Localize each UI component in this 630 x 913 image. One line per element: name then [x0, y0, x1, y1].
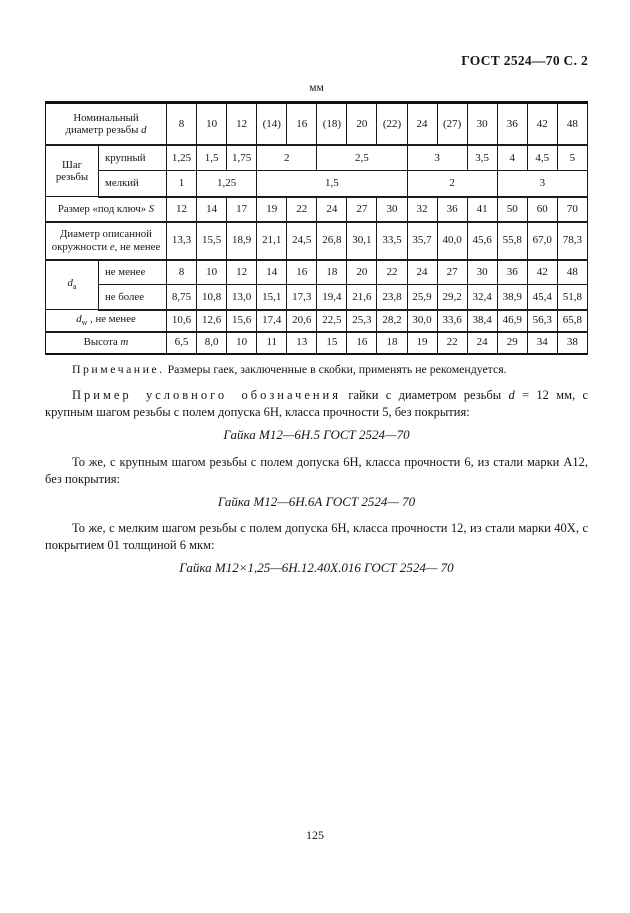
data-cell: 48: [557, 260, 587, 285]
data-cell: 19: [257, 197, 287, 222]
data-cell: 1,75: [227, 145, 257, 171]
data-cell: 14: [197, 197, 227, 222]
sublbl-cell: мелкий: [99, 171, 167, 197]
data-cell: (18): [317, 103, 347, 145]
data-cell: 78,3: [557, 222, 587, 260]
data-cell: 10,8: [197, 285, 227, 310]
data-cell: 28,2: [377, 310, 407, 332]
data-cell: 14: [257, 260, 287, 285]
data-cell: 2: [407, 171, 497, 197]
data-cell: 30: [467, 260, 497, 285]
designation-2: Гайка М12—6Н.6А ГОСТ 2524— 70: [217, 493, 416, 509]
lbl-cell: Номинальный диаметр резьбы d: [46, 103, 167, 145]
data-cell: 70: [557, 197, 587, 222]
data-cell: 12,6: [197, 310, 227, 332]
data-cell: 30,1: [347, 222, 377, 260]
data-cell: 36: [497, 260, 527, 285]
lbl-cell: Высота m: [46, 332, 167, 354]
data-cell: 4: [497, 145, 527, 171]
data-cell: 12: [167, 197, 197, 222]
data-cell: 25,3: [347, 310, 377, 332]
lbl-cell: $d_w$ , не менее: [46, 310, 167, 332]
data-cell: 60: [527, 197, 557, 222]
data-cell: 1,25: [167, 145, 197, 171]
data-cell: 17,4: [257, 310, 287, 332]
data-cell: 32: [407, 197, 437, 222]
data-cell: 56,3: [527, 310, 557, 332]
data-cell: 65,8: [557, 310, 587, 332]
table-row: [46, 145, 588, 171]
lbl-cell: Размер «под ключ» S: [46, 197, 167, 222]
data-cell: 19: [407, 332, 437, 354]
data-cell: 50: [497, 197, 527, 222]
data-cell: 26,8: [317, 222, 347, 260]
data-cell: 20: [347, 260, 377, 285]
data-cell: 3,5: [467, 145, 497, 171]
data-cell: 22: [377, 260, 407, 285]
data-cell: 36: [437, 197, 467, 222]
data-cell: 11: [257, 332, 287, 354]
data-cell: 15,6: [227, 310, 257, 332]
designation-1: Гайка М12—6Н.5 ГОСТ 2524—70: [223, 427, 410, 443]
data-cell: 8: [167, 260, 197, 285]
data-cell: 27: [437, 260, 467, 285]
data-cell: 25,9: [407, 285, 437, 310]
data-cell: 15: [317, 332, 347, 354]
data-cell: 24,5: [287, 222, 317, 260]
data-cell: 30: [467, 103, 497, 145]
lbl-cell: $d_а$: [46, 260, 99, 310]
data-cell: 35,7: [407, 222, 437, 260]
data-cell: 1: [167, 171, 197, 197]
data-cell: 38,4: [467, 310, 497, 332]
data-cell: 15,1: [257, 285, 287, 310]
example-intro-mid: гайки с диаметром резьбы: [341, 388, 509, 403]
example-intro-spaced: Пример условного обозначения: [72, 388, 341, 403]
data-cell: 17: [227, 197, 257, 222]
data-cell: (27): [437, 103, 467, 145]
note-text: Размеры гаек, заключенные в скобки, применять не рекомендуется.: [167, 362, 507, 376]
data-cell: (22): [377, 103, 407, 145]
data-cell: 42: [527, 103, 557, 145]
table-row: [46, 310, 588, 332]
data-cell: 67,0: [527, 222, 557, 260]
data-cell: 12: [227, 103, 257, 145]
table-row: [46, 332, 588, 354]
data-cell: 40,0: [437, 222, 467, 260]
data-cell: 24: [407, 103, 437, 145]
example-intro-variable: d: [508, 388, 515, 403]
data-cell: 15,5: [197, 222, 227, 260]
dimensions-table: [45, 101, 588, 355]
sublbl-cell: крупный: [99, 145, 167, 171]
table-row: [46, 171, 588, 197]
table-row: [46, 103, 588, 145]
note-label: Примечание.: [72, 362, 165, 376]
example-intro-paragraph: [45, 387, 588, 421]
sublbl-cell: не менее: [99, 260, 167, 285]
data-cell: 46,9: [497, 310, 527, 332]
data-cell: 45,6: [467, 222, 497, 260]
data-cell: 55,8: [497, 222, 527, 260]
data-cell: 30,0: [407, 310, 437, 332]
data-cell: 13,0: [227, 285, 257, 310]
data-cell: 10,6: [167, 310, 197, 332]
table-row: [46, 197, 588, 222]
data-cell: 29,2: [437, 285, 467, 310]
data-cell: 16: [287, 260, 317, 285]
data-cell: 24: [317, 197, 347, 222]
note-paragraph: [45, 361, 588, 377]
data-cell: 17,3: [287, 285, 317, 310]
data-cell: 13: [287, 332, 317, 354]
data-cell: 3: [407, 145, 467, 171]
data-cell: 23,8: [377, 285, 407, 310]
data-cell: 16: [347, 332, 377, 354]
data-cell: 10: [227, 332, 257, 354]
designation-3: Гайка М12×1,25—6Н.12.40Х.016 ГОСТ 2524— 70: [179, 560, 454, 576]
data-cell: 8: [167, 103, 197, 145]
data-cell: 20,6: [287, 310, 317, 332]
data-cell: 10: [197, 260, 227, 285]
data-cell: 8,75: [167, 285, 197, 310]
data-cell: (14): [257, 103, 287, 145]
data-cell: 38,9: [497, 285, 527, 310]
data-cell: 4,5: [527, 145, 557, 171]
data-cell: 29: [497, 332, 527, 354]
lbl-cell: Шаг резьбы: [46, 145, 99, 197]
data-cell: 18,9: [227, 222, 257, 260]
data-cell: 18: [377, 332, 407, 354]
table-row: [46, 285, 588, 310]
data-cell: 41: [467, 197, 497, 222]
data-cell: 6,5: [167, 332, 197, 354]
page-header: ГОСТ 2524—70 С. 2: [461, 53, 588, 68]
data-cell: 13,3: [167, 222, 197, 260]
data-cell: 20: [347, 103, 377, 145]
data-cell: 22,5: [317, 310, 347, 332]
sublbl-cell: не более: [99, 285, 167, 310]
paragraph-2: То же, с крупным шагом резьбы с полем допуска 6Н, класса прочности 6, из стали марки А12, без покрытия:: [45, 454, 588, 486]
data-cell: 34: [527, 332, 557, 354]
data-cell: 51,8: [557, 285, 587, 310]
data-cell: 38: [557, 332, 587, 354]
data-cell: 33,5: [377, 222, 407, 260]
data-cell: 21,6: [347, 285, 377, 310]
paragraph-3: То же, с мелким шагом резьбы с полем допуска 6Н, класса прочности 12, из стали марки 40Х, с покрытием 01 толщиной 6 мкм:: [45, 521, 588, 553]
data-cell: 1,25: [197, 171, 257, 197]
data-cell: 10: [197, 103, 227, 145]
data-cell: 22: [437, 332, 467, 354]
data-cell: 36: [497, 103, 527, 145]
data-cell: 8,0: [197, 332, 227, 354]
lbl-cell: Диаметр описанной окружности е, не менее: [46, 222, 167, 260]
page-number: 125: [306, 828, 324, 842]
data-cell: 42: [527, 260, 557, 285]
data-cell: 19,4: [317, 285, 347, 310]
data-cell: 5: [557, 145, 587, 171]
data-cell: 16: [287, 103, 317, 145]
data-cell: 45,4: [527, 285, 557, 310]
data-cell: 21,1: [257, 222, 287, 260]
text-content: [45, 361, 588, 587]
data-cell: 2: [257, 145, 317, 171]
data-cell: 48: [557, 103, 587, 145]
data-cell: 18: [317, 260, 347, 285]
table-row: [46, 260, 588, 285]
unit-label: мм: [309, 82, 324, 94]
table-row: [46, 222, 588, 260]
data-cell: 24: [407, 260, 437, 285]
data-cell: 2,5: [317, 145, 407, 171]
data-cell: 24: [467, 332, 497, 354]
data-cell: 12: [227, 260, 257, 285]
data-cell: 32,4: [467, 285, 497, 310]
data-cell: 22: [287, 197, 317, 222]
data-cell: 3: [497, 171, 587, 197]
data-cell: 1,5: [257, 171, 407, 197]
example-intro-tail: = 12 мм, с крупным шагом резьбы с полем допуска 6Н, класса прочности 5, без покрытия:: [45, 388, 588, 420]
data-cell: 1,5: [197, 145, 227, 171]
data-cell: 33,6: [437, 310, 467, 332]
data-cell: 27: [347, 197, 377, 222]
data-cell: 30: [377, 197, 407, 222]
